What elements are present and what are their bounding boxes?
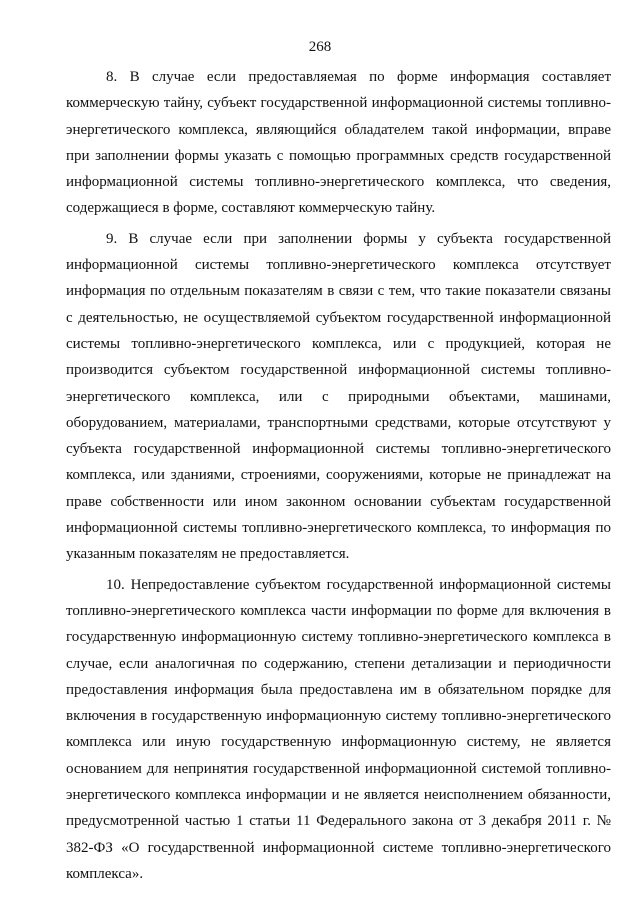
paragraph-8: 8. В случае если предоставляемая по форме информация составляет коммерческую тайну, субъект государственной информационной системы топливно-энергетического комплекса, являющийся обладателем такой информации, вправе при заполнении формы указать с помощью программных средств государственной информационной системы топливно-энергетического комплекса, что сведения, содержащиеся в форме, составляют коммерческую тайну. [66,69,611,217]
document-body [66,64,611,891]
paragraph-9: 9. В случае если при заполнении формы у субъекта государственной информационной системы топливно-энергетического комплекса отсутствует информация по отдельным показателям в связи с тем, что такие показатели связаны с деятельностью, не осуществляемой субъектом государственной информационной системы топливно-энергетического комплекса, или с продукцией, которая не производится субъектом государственной информационной системы топливно-энергетического комплекса, или с природными объектами, машинами, оборудованием, материалами, транспортными средствами, которые отсутствуют у субъекта государственной информационной системы топливно-энергетического комплекса, или зданиями, строениями, сооружениями, которые не принадлежат на праве собственности или ином законном основании субъектам государственной информационной системы топливно-энергетического комплекса, то информация по указанным показателям не предоставляется. [66,230,611,563]
page-number: 268 [308,39,332,55]
paragraph-10: 10. Непредоставление субъектом государственной информационной системы топливно-энергетического комплекса части информации по форме для включения в государственную информационную систему топливно-энергетического комплекса в случае, если аналогичная по содержанию, степени детализации и периодичности предоставления информация была предоставлена им в обязательном порядке для включения в государственную информационную систему топливно-энергетического комплекса или иную государственную информационную систему, не является основанием для непринятия государственной информационной системой топливно-энергетического комплекса информации и не является неисполнением обязанности, предусмотренной частью 1 статьи 11 Федерального закона от 3 декабря 2011 г. № 382-ФЗ «О государственной информационной системе топливно-энергетического комплекса». [66,576,611,882]
